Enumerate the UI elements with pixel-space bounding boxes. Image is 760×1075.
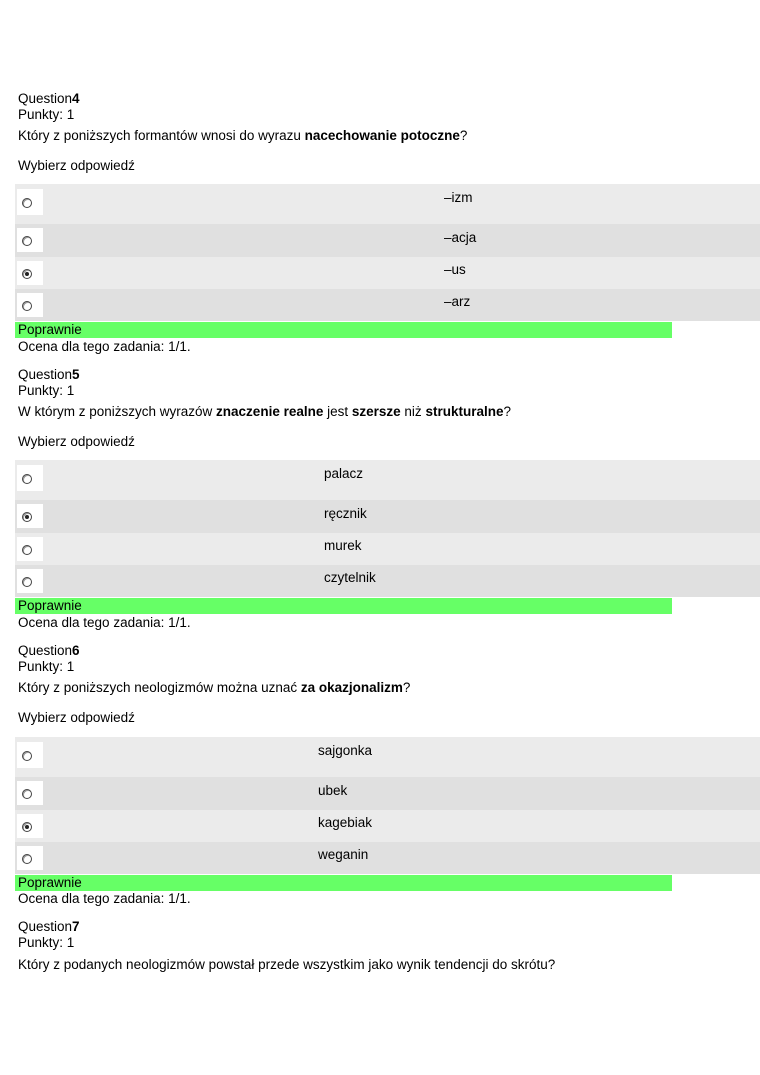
question-prompt: Który z podanych neologizmów powstał przede wszystkim jako wynik tendencji do skrótu? [18,957,556,972]
radio-button[interactable] [22,789,32,799]
radio-button[interactable] [22,854,32,864]
question-heading: Question4 [18,91,80,106]
question-heading: Question5 [18,367,80,382]
grade-text: Ocena dla tego zadania: 1/1. [18,891,191,906]
radio-button-selected[interactable] [22,269,32,279]
option-label: –izm [444,190,473,205]
radio-button[interactable] [22,301,32,311]
question-heading: Question7 [18,919,80,934]
radio-button[interactable] [22,545,32,555]
answer-option[interactable] [15,565,760,597]
option-label: –arz [444,294,471,309]
option-label: ubek [318,783,348,798]
answer-option[interactable] [15,184,760,224]
question-points: Punkty: 1 [18,659,75,674]
answer-option[interactable] [15,842,760,874]
option-label: weganin [318,847,369,862]
option-label: palacz [324,466,364,481]
answer-option[interactable] [15,737,760,777]
radio-button[interactable] [22,751,32,761]
question-heading: Question6 [18,643,80,658]
option-label: murek [324,538,362,553]
option-label: –us [444,262,466,277]
result-status: Poprawnie [15,875,672,891]
answer-option-selected[interactable] [15,500,760,533]
choose-answer-label: Wybierz odpowiedź [18,434,135,449]
answer-option[interactable] [15,533,760,565]
radio-button[interactable] [22,474,32,484]
question-prompt: Który z poniższych formantów wnosi do wyrazu nacechowanie potoczne? [18,128,468,143]
grade-text: Ocena dla tego zadania: 1/1. [18,339,191,354]
question-prompt: W którym z poniższych wyrazów znaczenie realne jest szersze niż strukturalne? [18,404,511,419]
radio-button[interactable] [22,577,32,587]
radio-button[interactable] [22,236,32,246]
grade-text: Ocena dla tego zadania: 1/1. [18,615,191,630]
answer-option-selected[interactable] [15,257,760,289]
result-status: Poprawnie [15,322,672,338]
answer-option[interactable] [15,460,760,500]
result-status: Poprawnie [15,598,672,614]
answer-option[interactable] [15,289,760,321]
option-label: kagebiak [318,815,373,830]
question-points: Punkty: 1 [18,383,75,398]
question-points: Punkty: 1 [18,935,75,950]
choose-answer-label: Wybierz odpowiedź [18,710,135,725]
answer-option-selected[interactable] [15,810,760,842]
answer-option[interactable] [15,224,760,257]
question-prompt: Który z poniższych neologizmów można uznać za okazjonalizm? [18,680,411,695]
option-label: czytelnik [324,570,376,585]
option-label: –acja [444,230,477,245]
radio-button-selected[interactable] [22,512,32,522]
option-label: ręcznik [324,506,367,521]
radio-button-selected[interactable] [22,822,32,832]
option-label: sajgonka [318,743,373,758]
choose-answer-label: Wybierz odpowiedź [18,158,135,173]
question-points: Punkty: 1 [18,107,75,122]
radio-button[interactable] [22,198,32,208]
answer-option[interactable] [15,777,760,810]
